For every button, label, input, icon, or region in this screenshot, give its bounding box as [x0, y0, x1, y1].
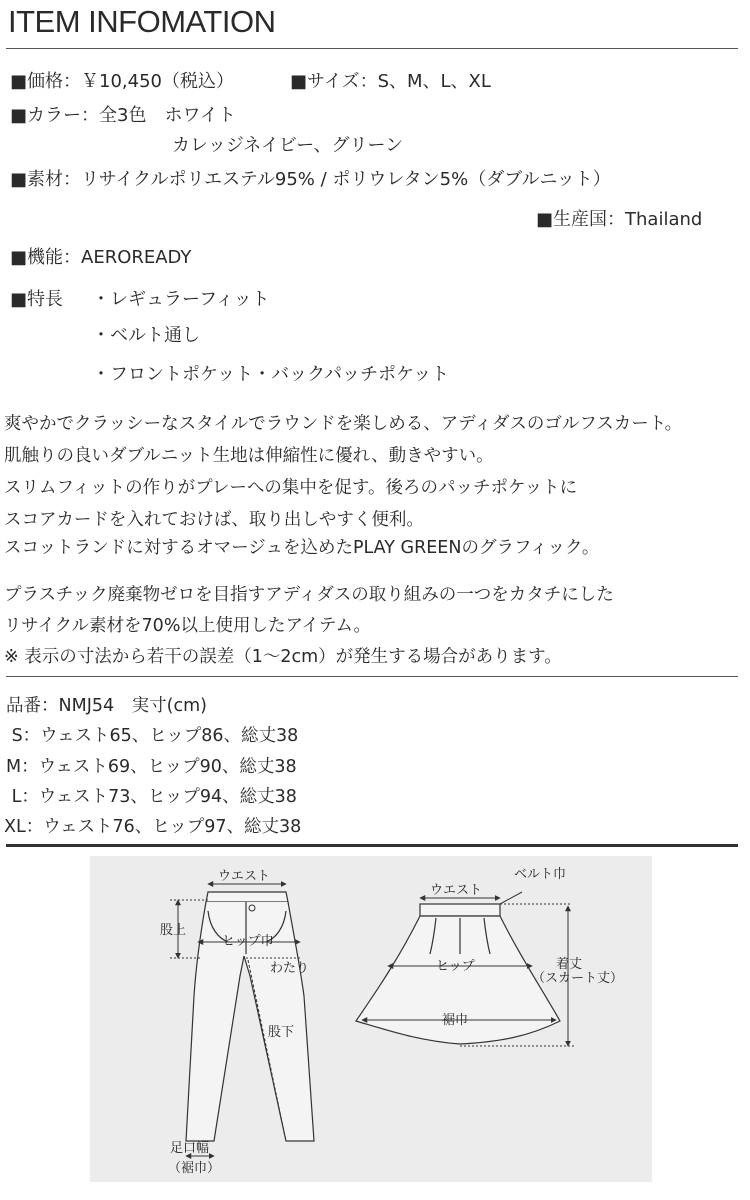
pants-waist-label: ウエスト — [218, 869, 271, 884]
price-text: ■価格：￥10,450（税込） — [10, 71, 234, 92]
pants-rise-label: 股上 — [160, 923, 187, 938]
page-title: ITEM INFOMATION — [8, 4, 276, 39]
description-line: スコットランドに対するオマージュを込めたPLAY GREENのグラフィック。 — [4, 538, 600, 558]
pants-hip-width-label: ヒップ巾 — [222, 934, 274, 949]
description-line: スリムフィットの作りがプレーへの集中を促す。後ろのパッチポケットに — [4, 478, 578, 498]
size-row: XL：ウェスト76、ヒップ97、総丈38 — [4, 817, 302, 837]
feature-item: ・レギュラーフィット — [92, 289, 270, 310]
description-line: 爽やかでクラッシーなスタイルでラウンドを楽しめる、アディダスのゴルフスカート。 — [4, 414, 683, 434]
skirt-length-label: 着丈 — [556, 957, 583, 972]
skirt-waist-label: ウエスト — [430, 883, 483, 898]
pants-hem-label: 足口幅 — [170, 1141, 210, 1156]
size-row: M：ウェスト69、ヒップ90、総丈38 — [6, 757, 297, 777]
diagram-divider — [6, 844, 738, 847]
feature-item: ・ベルト通し — [92, 325, 200, 346]
features-label: ■特長 — [10, 289, 64, 310]
color-text: ■カラー：全3色 ホワイト — [10, 105, 236, 126]
feature-item: ・フロントポケット・バックパッチポケット — [92, 364, 450, 385]
disclaimer-line: ※ 表示の寸法から若干の誤差（1〜2cm）が発生する場合があります。 — [4, 647, 562, 667]
recycle-line: リサイクル素材を70%以上使用したアイテム。 — [4, 616, 372, 636]
skirt-hem-label: 裾巾 — [442, 1013, 469, 1028]
color-text-line2: カレッジネイビー、グリーン — [172, 135, 404, 156]
skirt-belt-width-label: ベルト巾 — [514, 867, 567, 882]
origin-text: ■生産国：Thailand — [536, 209, 703, 230]
size-table-header: 品番：NMJ54 実寸(cm) — [6, 696, 207, 716]
size-text: ■サイズ：S、M、L、XL — [290, 71, 491, 92]
size-row: L：ウェスト73、ヒップ94、総丈38 — [6, 787, 297, 807]
skirt-hip-label: ヒップ — [436, 959, 475, 974]
measurement-diagram-svg — [90, 856, 652, 1182]
measurement-diagram — [90, 856, 652, 1182]
section-divider — [6, 676, 738, 677]
pants-thigh-label: わたり — [270, 961, 310, 976]
pants-hem-sub-label: （裾巾） — [168, 1161, 221, 1176]
skirt-length-sub-label: （スカート丈） — [532, 971, 624, 986]
title-divider — [6, 48, 738, 49]
description-line: スコアカードを入れておけば、取り出しやすく便利。 — [4, 510, 424, 530]
function-text: ■機能：AEROREADY — [10, 247, 192, 268]
recycle-line: プラスチック廃棄物ゼロを目指すアディダスの取り組みの一つをカタチにした — [4, 585, 614, 605]
pants-inseam-label: 股下 — [268, 1025, 295, 1040]
size-row: S：ウェスト65、ヒップ86、総丈38 — [6, 726, 299, 746]
description-line: 肌触りの良いダブルニット生地は伸縮性に優れ、動きやすい。 — [4, 446, 494, 466]
pants-drawing — [186, 892, 314, 1141]
material-text: ■素材：リサイクルポリエステル95% / ポリウレタン5%（ダブルニット） — [10, 169, 611, 190]
